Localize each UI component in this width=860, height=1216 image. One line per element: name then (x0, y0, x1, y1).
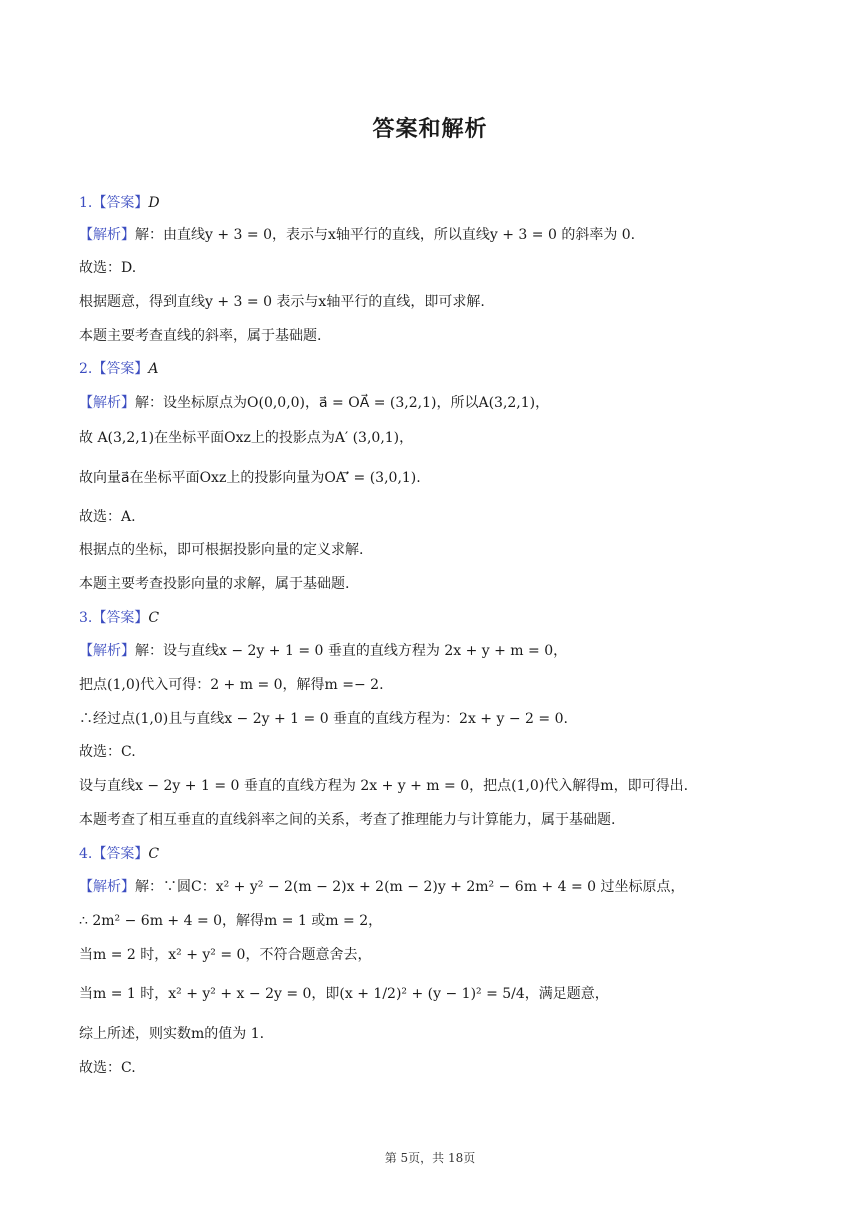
answer-3: 3.【答案】C (79, 610, 160, 626)
answer-2: 2.【答案】A (79, 361, 159, 377)
analysis-3: 【解析】解：设与直线x − 2y + 1 = 0 垂直的直线方程为 2x + y + m = 0， (79, 643, 568, 659)
text-line: 故选：C. (79, 744, 136, 760)
text-line: 故选：C. (79, 1060, 136, 1076)
text-line: 综上所述，则实数m的值为 1. (79, 1026, 265, 1042)
analysis-4: 【解析】解：∵圆C：x² + y² − 2(m − 2)x + 2(m − 2)y + 2m² − 6m + 4 = 0 过坐标原点， (79, 879, 685, 895)
page-footer: 第 5页，共 18页 (384, 1151, 476, 1165)
text-line: 当m = 2 时，x² + y² = 0，不符合题意舍去， (79, 947, 372, 963)
analysis-2: 【解析】解：设坐标原点为O(0,0,0)，a⃗ = OA⃗ = (3,2,1)，所以A(3,2,1)， (79, 395, 550, 411)
answer-1: 1.【答案】D (79, 195, 160, 211)
text-line: 故 A(3,2,1)在坐标平面Oxz上的投影点为A′ (3,0,1)， (79, 430, 414, 446)
text-line: 当m = 1 时，x² + y² + x − 2y = 0，即(x + 1/2)² + (y − 1)² = 5/4，满足题意， (79, 986, 609, 1002)
analysis-1: 【解析】解：由直线y + 3 = 0，表示与x轴平行的直线，所以直线y + 3 = 0 的斜率为 0. (79, 227, 636, 243)
text-line: 故选：A. (79, 509, 136, 525)
answer-4: 4.【答案】C (79, 846, 160, 862)
text-line: 根据点的坐标，即可根据投影向量的定义求解. (79, 542, 364, 558)
text-line: 设与直线x − 2y + 1 = 0 垂直的直线方程为 2x + y + m = 0，把点(1,0)代入解得m，即可得出. (79, 778, 689, 794)
text-line: 根据题意，得到直线y + 3 = 0 表示与x轴平行的直线，即可求解. (79, 294, 485, 310)
text-line: 本题主要考查直线的斜率，属于基础题. (79, 328, 322, 344)
text-line: 故选：D. (79, 260, 137, 276)
text-line: ∴ 2m² − 6m + 4 = 0，解得m = 1 或m = 2， (79, 913, 383, 929)
page-title: 答案和解析 (372, 117, 488, 142)
text-line: 故向量a⃗在坐标平面Oxz上的投影向量为OA′⃗ = (3,0,1). (79, 470, 421, 486)
text-line: ∴经过点(1,0)且与直线x − 2y + 1 = 0 垂直的直线方程为：2x + y − 2 = 0. (79, 711, 568, 727)
text-line: 本题主要考查投影向量的求解，属于基础题. (79, 576, 350, 592)
text-line: 本题考查了相互垂直的直线斜率之间的关系，考查了推理能力与计算能力，属于基础题. (79, 812, 616, 828)
text-line: 把点(1,0)代入可得：2 + m = 0，解得m =− 2. (79, 677, 384, 693)
